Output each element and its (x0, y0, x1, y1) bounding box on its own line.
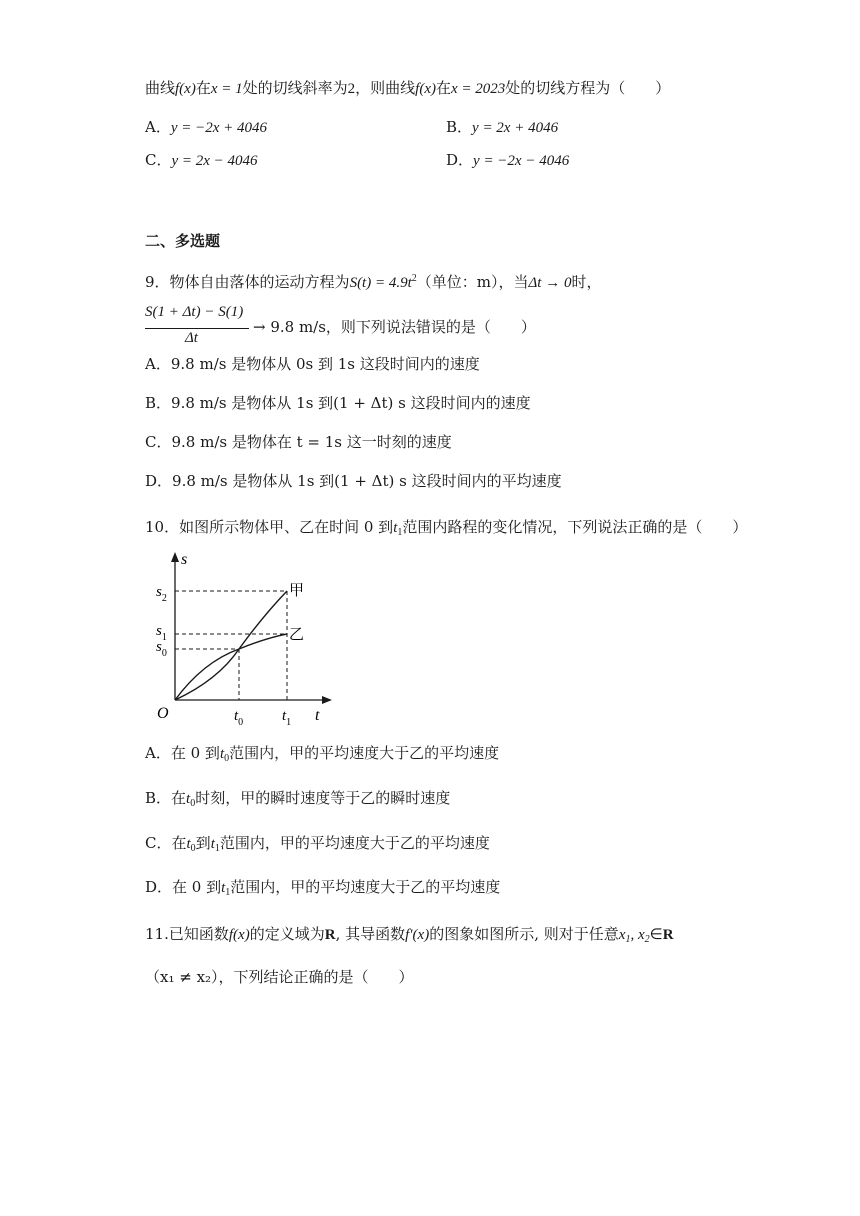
label-jia: 甲 (289, 581, 305, 599)
q9-option-b[interactable]: B．9.8 m/s 是物体从 1s 到(1 + Δt) s 这段时间内的速度 (145, 394, 531, 412)
q11-var-x1: $x_1$, $x_2$ (618, 927, 650, 945)
q10-option-d[interactable]: D．在 0 到$t_1$范围内，甲的平均速度大于乙的平均速度 (145, 878, 501, 898)
fraction-bar (145, 328, 249, 329)
q9-stem: 9．物体自由落体的运动方程为$S(t) = 4.9t^2$（单位：m），当Δt → 0时， (145, 273, 602, 291)
curve-jia (175, 591, 287, 700)
q8-stem: 曲线f(x)在x = 1处的切线斜率为2，则曲线f(x)在x = 2023处的切线方程为（ ） (145, 79, 671, 97)
label-s2: $s_2$ (156, 584, 167, 604)
section-heading: 二、多选题 (145, 232, 221, 250)
q10-option-c[interactable]: C．在$t_0$到$t_1$范围内，甲的平均速度大于乙的平均速度 (145, 834, 490, 854)
y-axis-arrow-icon (171, 552, 179, 562)
label-yi: 乙 (289, 625, 305, 643)
q9-option-d[interactable]: D．9.8 m/s 是物体从 1s 到(1 + Δt) s 这段时间内的平均速度 (145, 472, 562, 490)
q9-option-c[interactable]: C．9.8 m/s 是物体在 t = 1s 这一时刻的速度 (145, 433, 452, 451)
q10-option-a[interactable]: A．在 0 到$t_0$范围内，甲的平均速度大于乙的平均速度 (145, 744, 500, 764)
q9-option-a[interactable]: A．9.8 m/s 是物体从 0s 到 1s 这段时间内的速度 (145, 355, 480, 373)
x-axis-arrow-icon (322, 696, 332, 704)
label-origin: O (157, 705, 169, 722)
axis-label-t: t (315, 707, 320, 724)
q9-fraction-numerator: S(1 + Δt) − S(1) (145, 304, 244, 320)
label-t0: $t_0$ (234, 708, 244, 728)
q10-stem: 10．如图所示物体甲、乙在时间 0 到$t_1$范围内路程的变化情况，下列说法正确的是（ ） (145, 518, 748, 538)
q10-option-b[interactable]: B．在$t_0$时刻，甲的瞬时速度等于乙的瞬时速度 (145, 789, 451, 809)
q10-graph (148, 550, 338, 730)
q8-option-d[interactable]: D．y = −2x − 4046 (446, 151, 570, 169)
curve-yi (175, 634, 287, 700)
q8-option-c[interactable]: C．y = 2x − 4046 (145, 151, 258, 169)
q11-stem-line2: （x₁ ≠ x₂），下列结论正确的是（ ） (145, 968, 414, 986)
q9-fraction-denominator: Δt (185, 330, 198, 346)
label-s1: $s_1$ (156, 623, 167, 643)
q8-option-b[interactable]: B．y = 2x + 4046 (446, 118, 559, 136)
q8-option-a[interactable]: A．y = −2x + 4046 (145, 118, 268, 136)
q11-stem: 11.已知函数f(x)的定义域为R, 其导函数f′(x)的图象如图所示, 则对于任意$x_1$, $x_2\in R$ (145, 925, 674, 945)
label-s0: $s_0$ (156, 639, 167, 659)
label-t1: $t_1$ (282, 708, 292, 728)
axis-label-s: s (181, 551, 188, 568)
q9-stem-tail: → 9.8 m/s，则下列说法错误的是（ ） (253, 318, 536, 336)
